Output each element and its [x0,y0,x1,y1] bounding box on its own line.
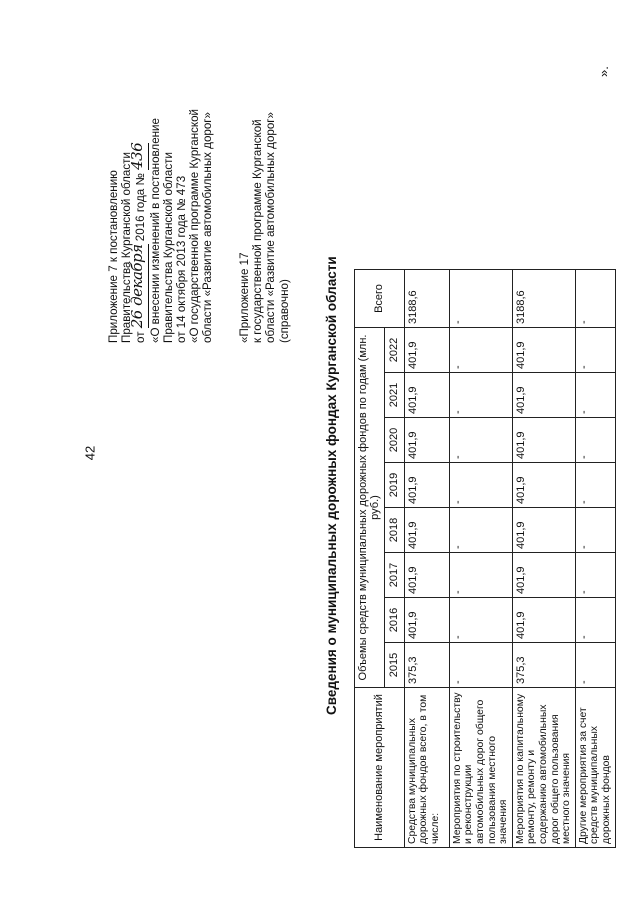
header-line-1: Приложение 7 к постановлению [107,170,120,343]
value-cell: - [575,508,615,553]
row-name: Другие мероприятия за счет средств муниципальных дорожных фондов [575,688,615,848]
value-cell: - [575,418,615,463]
handwritten-number: 436 [128,142,147,170]
handwritten-number-field [128,142,148,170]
value-cell: 401,9 [512,553,575,598]
value-cell: - [575,598,615,643]
table-header-row [355,270,385,848]
row-name: Средства муниципальных дорожных фондов всего, в том числе: [404,688,449,848]
value-cell: - [449,598,512,643]
header-line-7: «О государственной программе Курганской [188,108,202,343]
value-cell: - [575,328,615,373]
page-number: 42 [82,445,98,461]
value-cell: 401,9 [404,463,449,508]
date-prefix: от [134,331,148,343]
appendix-line-4: (справочно) [277,279,291,343]
year-header: 2016 [384,598,404,643]
year-header: 2017 [384,553,404,598]
value-cell: 401,9 [404,553,449,598]
road-funds-table [354,269,616,848]
year-header: 2019 [384,463,404,508]
appendix-line-1: «Приложение 17 [238,252,251,343]
value-cell: 375,3 [404,643,449,688]
appendix-line-2: к государственной программе Курганской [251,119,265,343]
col-header-volumes: Объемы средств муниципальных дорожных фондов по годам (млн. руб.) [355,328,385,688]
header-line-6: от 14 октября 2013 года № 473 [175,175,189,343]
table-row [449,270,512,848]
appendix-line-3: области «Развитие автомобильных дорог» [264,112,278,343]
value-cell: 401,9 [404,508,449,553]
total-cell: - [575,270,615,328]
total-cell: 3188,6 [512,270,575,328]
value-cell: - [449,328,512,373]
value-cell: 401,9 [404,328,449,373]
value-cell: - [449,418,512,463]
date-suffix: 2016 года [134,188,148,242]
resolution-header [107,43,215,343]
value-cell: 401,9 [512,598,575,643]
year-header: 2021 [384,373,404,418]
year-header: 2018 [384,508,404,553]
value-cell: - [575,373,615,418]
header-line-4: «О внесении изменений в постановление [148,118,162,343]
value-cell: 401,9 [512,463,575,508]
total-cell: - [449,270,512,328]
appendix-header [238,43,291,343]
header-line-2: Правительства Курганской области [120,152,134,343]
closing-quote-mark: ». [596,66,611,77]
year-header: 2020 [384,418,404,463]
row-name: Мероприятия по строительству и реконструкции автомобильных дорог общего пользования местного значения [449,688,512,848]
value-cell: 401,9 [512,373,575,418]
value-cell: 401,9 [512,508,575,553]
header-line-5: Правительства Курганской области [161,152,175,343]
header-line-8: области «Развитие автомобильных дорог» [201,112,215,343]
handwritten-date: 26 декабря [128,244,147,329]
col-header-total: Всего [355,270,405,328]
value-cell: - [449,463,512,508]
col-header-name: Наименование мероприятий [355,688,405,848]
value-cell: - [449,508,512,553]
value-cell: 375,3 [512,643,575,688]
table-row [575,270,615,848]
value-cell: 401,9 [404,418,449,463]
year-header: 2022 [384,328,404,373]
value-cell: - [575,643,615,688]
total-cell: 3188,6 [404,270,449,328]
value-cell: - [449,643,512,688]
document-title: Сведения о муниципальных дорожных фондах Курганской области [324,256,339,715]
row-name: Мероприятия по капитальному ремонту, ремонту и содержанию автомобильных дорог общего пользования местного значения [512,688,575,848]
value-cell: - [449,373,512,418]
value-cell: 401,9 [404,598,449,643]
value-cell: - [449,553,512,598]
value-cell: - [575,553,615,598]
table-row [404,270,449,848]
value-cell: - [575,463,615,508]
number-sign: № [134,173,148,186]
value-cell: 401,9 [512,418,575,463]
value-cell: 401,9 [512,328,575,373]
handwritten-date-field [128,244,148,329]
header-date-line [128,43,148,343]
table-row [512,270,575,848]
year-header: 2015 [384,643,404,688]
value-cell: 401,9 [404,373,449,418]
